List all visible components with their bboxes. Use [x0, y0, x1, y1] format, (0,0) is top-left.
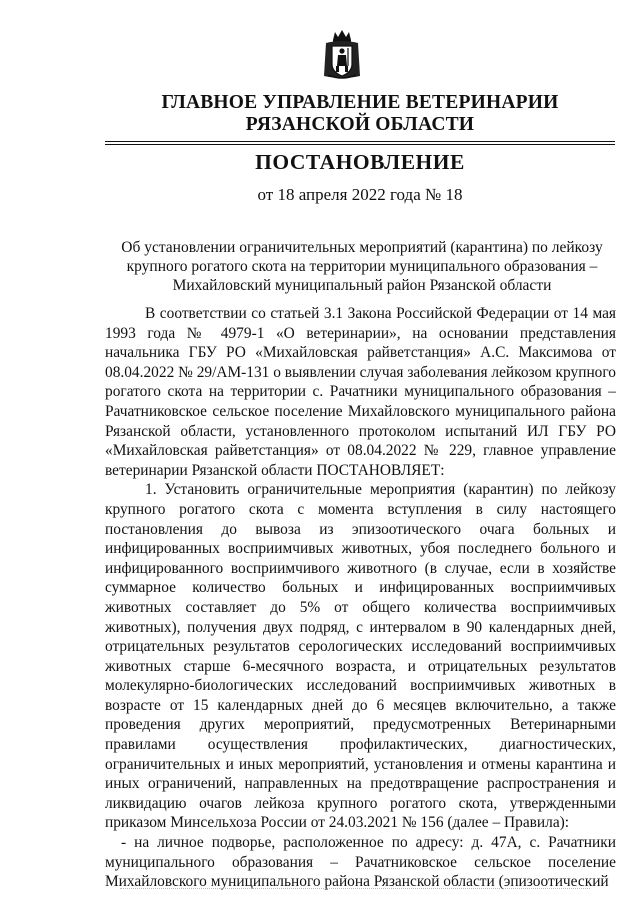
document-subject: Об установлении ограничительных мероприятий (карантина) по лейкозу крупного рогатого скота на территории муниципального образования – Михайловский муниципальный район Рязанской области [121, 239, 603, 294]
document-body [105, 304, 616, 892]
document-type-title: ПОСТАНОВЛЕНИЕ [255, 150, 465, 174]
body-paragraph: В соответствии со статьей 3.1 Закона Российской Федерации от 14 мая 1993 года № 4979-1 «О ветеринарии», на основании представления начальника ГБУ РО «Михайловская райветстанция» А.С. Максимова от 08.04.2022 № 29/АМ-131 о выявлении случая заболевания лейкозом крупного рогатого скота на территории с. Рачатники муниципального образования – Рачатниковское сельское поселение Михайловского муниципального района Рязанской области, установленного протоколом испытаний ИЛ ГБУ РО «Михайловская райветстанция» от 08.04.2022 № 229, главное управление ветеринарии Рязанской области ПОСТАНОВЛЯЕТ: [105, 305, 616, 479]
header-divider [105, 141, 615, 142]
document-date-number: от 18 апреля 2022 года № 18 [257, 185, 463, 204]
org-name-line2: РЯЗАНСКОЙ ОБЛАСТИ [245, 114, 475, 135]
body-paragraph: 1. Установить ограничительные мероприятия (карантин) по лейкозу крупного рогатого скота с момента вступления в силу настоящего постановления до вывоза из эпизоотического очага больных и инфицированных восприимчивых животных, убоя последнего больного и инфицированного восприимчивого животного (в случае, если в хозяйстве суммарное количество больных и инфицированных восприимчивых животных составляет до 5% от общего количества восприимчивых животных), получения двух подряд, с интервалом в 90 календарных дней, отрицательных результатов серологических исследований восприимчивых животных старше 6-месячного возраста, и отрицательных результатов молекулярно-биологических исследований восприимчивых животных в возрасте от 15 календарных дней до 6 месяцев включительно, а также проведения других мероприятий, предусмотренных Ветеринарными правилами осуществления профилактических, диагностических, ограничительных и иных мероприятий, установления и отмены карантина и иных ограничений, направленных на предотвращение распространения и ликвидацию очагов лейкоза крупного рогатого скота, утвержденными приказом Минсельхоза России от 24.03.2021 № 156 (далее – Правила): [105, 481, 616, 832]
body-paragraph: - на личное подворье, расположенное по адресу: д. 47А, с. Рачатники муниципального образования – Рачатниковское сельское поселение Михайловского муниципального района Рязанской области (эпизоотический [105, 834, 616, 891]
org-name-line1: ГЛАВНОЕ УПРАВЛЕНИЕ ВЕТЕРИНАРИИ [161, 92, 559, 113]
coat-of-arms-icon [322, 28, 362, 80]
scan-artifact-line [120, 888, 590, 889]
header-divider [105, 144, 615, 145]
